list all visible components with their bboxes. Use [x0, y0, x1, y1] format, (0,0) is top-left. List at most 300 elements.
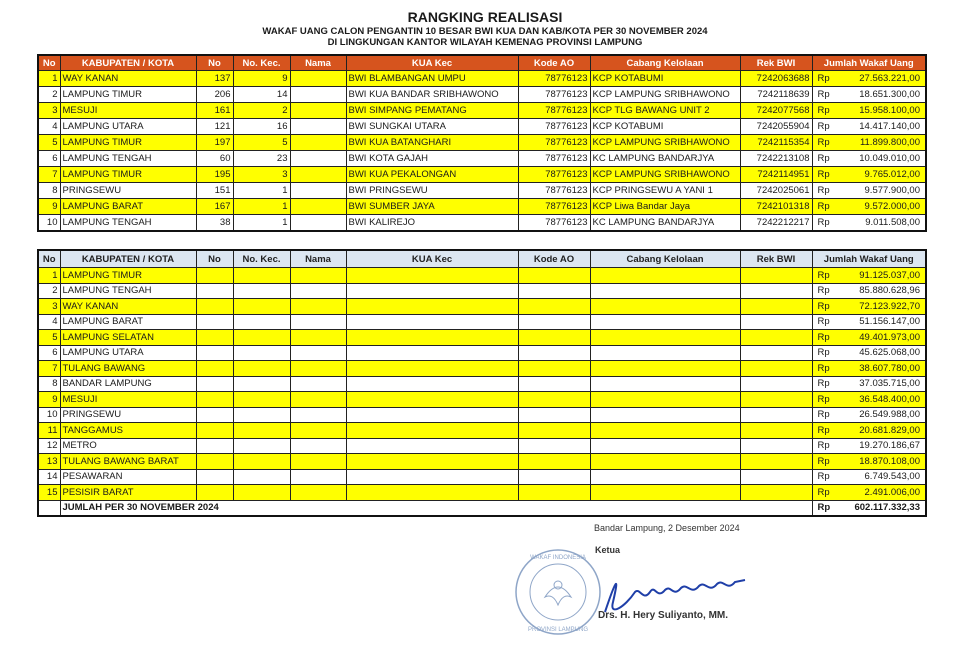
kabupaten-cell: LAMPUNG BARAT: [60, 199, 196, 215]
column-header: Cabang Kelolaan: [590, 55, 740, 71]
table-row: [38, 215, 926, 232]
no-cell: [196, 423, 233, 439]
kode-ao-cell: [518, 314, 590, 330]
amount-value: 6.749.543,00: [864, 471, 920, 483]
kec-cell: [233, 454, 290, 470]
kua-cell: BWI KUA BANDAR SRIBHAWONO: [346, 87, 518, 103]
cabang-cell: KC LAMPUNG BANDARJYA: [590, 215, 740, 232]
column-header: Rek BWI: [740, 55, 812, 71]
currency-label: Rp: [817, 502, 831, 514]
nama-cell: [290, 314, 346, 330]
table-row: [38, 87, 926, 103]
rank-cell: 5: [38, 135, 60, 151]
rek-bwi-cell: 7242077568: [740, 103, 812, 119]
nama-cell: [290, 268, 346, 284]
signer-name: Drs. H. Hery Suliyanto, MM.: [598, 610, 729, 621]
cabang-cell: [590, 283, 740, 299]
kabupaten-cell: METRO: [60, 438, 196, 454]
rank-cell: 15: [38, 485, 60, 501]
rek-bwi-cell: [740, 423, 812, 439]
nama-cell: [290, 345, 346, 361]
kode-ao-cell: [518, 454, 590, 470]
no-cell: [196, 299, 233, 315]
kode-ao-cell: [518, 330, 590, 346]
table-row: [38, 345, 926, 361]
currency-label: Rp: [817, 269, 830, 281]
rek-bwi-cell: [740, 438, 812, 454]
column-header: Kode AO: [518, 55, 590, 71]
rank-cell: 12: [38, 438, 60, 454]
kec-cell: 23: [233, 151, 290, 167]
column-header: Jumlah Wakaf Uang: [812, 55, 926, 71]
no-cell: 195: [196, 167, 233, 183]
amount-cell: [812, 103, 926, 119]
no-cell: [196, 376, 233, 392]
kec-cell: [233, 469, 290, 485]
amount-cell: [812, 199, 926, 215]
rank-cell: 9: [38, 392, 60, 408]
kua-cell: [346, 407, 518, 423]
official-seal-stamp: [513, 547, 603, 637]
total-row: [38, 500, 926, 516]
kec-cell: [233, 345, 290, 361]
kec-cell: 5: [233, 135, 290, 151]
nama-cell: [290, 407, 346, 423]
kode-ao-cell: 78776123: [518, 151, 590, 167]
kode-ao-cell: [518, 485, 590, 501]
amount-value: 18.870.108,00: [859, 455, 920, 467]
total-label: JUMLAH PER 30 NOVEMBER 2024: [60, 500, 812, 516]
cabang-cell: KCP TLG BAWANG UNIT 2: [590, 103, 740, 119]
amount-cell: [812, 392, 926, 408]
cabang-cell: KCP LAMPUNG SRIBHAWONO: [590, 167, 740, 183]
table-row: [38, 376, 926, 392]
kabupaten-cell: LAMPUNG TENGAH: [60, 215, 196, 232]
svg-text:PROVINSI LAMPUNG: PROVINSI LAMPUNG: [527, 627, 589, 633]
rek-bwi-cell: 7242115354: [740, 135, 812, 151]
currency-label: Rp: [817, 455, 830, 467]
rek-bwi-cell: [740, 314, 812, 330]
no-cell: 60: [196, 151, 233, 167]
amount-cell: [812, 345, 926, 361]
kabupaten-cell: LAMPUNG SELATAN: [60, 330, 196, 346]
nama-cell: [290, 469, 346, 485]
kode-ao-cell: [518, 423, 590, 439]
currency-label: Rp: [817, 89, 830, 100]
rank-cell: 11: [38, 423, 60, 439]
kode-ao-cell: 78776123: [518, 103, 590, 119]
position-title: Ketua: [595, 545, 621, 555]
amount-value: 9.572.000,00: [864, 201, 920, 212]
nama-cell: [290, 87, 346, 103]
rank-cell: 5: [38, 330, 60, 346]
cabang-cell: KCP KOTABUMI: [590, 119, 740, 135]
currency-label: Rp: [817, 300, 830, 312]
currency-label: Rp: [817, 393, 830, 405]
kua-cell: BWI SIMPANG PEMATANG: [346, 103, 518, 119]
nama-cell: [290, 135, 346, 151]
rek-bwi-cell: [740, 330, 812, 346]
currency-label: Rp: [817, 73, 830, 84]
kode-ao-cell: [518, 469, 590, 485]
kec-cell: [233, 407, 290, 423]
nama-cell: [290, 103, 346, 119]
currency-label: Rp: [817, 471, 830, 483]
rank-cell: 2: [38, 283, 60, 299]
nama-cell: [290, 283, 346, 299]
kabupaten-cell: LAMPUNG TIMUR: [60, 167, 196, 183]
kua-cell: BWI BLAMBANGAN UMPU: [346, 71, 518, 87]
amount-value: 36.548.400,00: [859, 393, 920, 405]
kabupaten-cell: WAY KANAN: [60, 71, 196, 87]
no-cell: 197: [196, 135, 233, 151]
rank-cell: 10: [38, 215, 60, 232]
amount-cell: [812, 361, 926, 377]
kabupaten-cell: MESUJI: [60, 103, 196, 119]
amount-value: 72.123.922,70: [859, 300, 920, 312]
kua-cell: [346, 469, 518, 485]
no-cell: [196, 392, 233, 408]
amount-value: 10.049.010,00: [859, 153, 920, 164]
column-header: Nama: [290, 250, 346, 268]
kode-ao-cell: 78776123: [518, 215, 590, 232]
amount-cell: [812, 135, 926, 151]
cabang-cell: KCP LAMPUNG SRIBHAWONO: [590, 87, 740, 103]
no-cell: [196, 345, 233, 361]
column-header: No. Kec.: [233, 55, 290, 71]
rank-cell: 6: [38, 151, 60, 167]
nama-cell: [290, 299, 346, 315]
kabupaten-cell: LAMPUNG TENGAH: [60, 151, 196, 167]
kua-cell: [346, 423, 518, 439]
column-header: KABUPATEN / KOTA: [60, 55, 196, 71]
kua-cell: BWI PRINGSEWU: [346, 183, 518, 199]
rek-bwi-cell: 7242063688: [740, 71, 812, 87]
amount-cell: [812, 71, 926, 87]
kabupaten-cell: LAMPUNG TIMUR: [60, 135, 196, 151]
kec-cell: 1: [233, 183, 290, 199]
rek-bwi-cell: [740, 299, 812, 315]
currency-label: Rp: [817, 347, 830, 359]
rank-cell: 3: [38, 299, 60, 315]
table-header-row: [38, 55, 926, 71]
currency-label: Rp: [817, 285, 830, 297]
rank-cell: 3: [38, 103, 60, 119]
kode-ao-cell: [518, 407, 590, 423]
rank-cell: 1: [38, 268, 60, 284]
kabupaten-cell: LAMPUNG TIMUR: [60, 87, 196, 103]
kua-cell: [346, 299, 518, 315]
cabang-cell: [590, 268, 740, 284]
amount-value: 9.577.900,00: [864, 185, 920, 196]
nama-cell: [290, 199, 346, 215]
currency-label: Rp: [817, 105, 830, 116]
no-cell: 38: [196, 215, 233, 232]
kec-cell: 3: [233, 167, 290, 183]
kode-ao-cell: 78776123: [518, 135, 590, 151]
table-row: [38, 330, 926, 346]
place-date: Bandar Lampung, 2 Desember 2024: [594, 523, 740, 533]
amount-cell: [812, 314, 926, 330]
currency-label: Rp: [817, 121, 830, 132]
rek-bwi-cell: [740, 392, 812, 408]
column-header: Kode AO: [518, 250, 590, 268]
rank-cell: 13: [38, 454, 60, 470]
kode-ao-cell: [518, 438, 590, 454]
currency-label: Rp: [817, 201, 830, 212]
rek-bwi-cell: 7242055904: [740, 119, 812, 135]
kec-cell: [233, 314, 290, 330]
no-cell: 161: [196, 103, 233, 119]
cabang-cell: [590, 438, 740, 454]
no-cell: [196, 330, 233, 346]
amount-value: 38.607.780,00: [859, 362, 920, 374]
kabupaten-cell: MESUJI: [60, 392, 196, 408]
no-cell: 121: [196, 119, 233, 135]
kode-ao-cell: 78776123: [518, 87, 590, 103]
total-rank-cell: [38, 500, 60, 516]
page-title: RANGKING REALISASI: [407, 9, 563, 25]
currency-label: Rp: [817, 316, 830, 328]
column-header: KABUPATEN / KOTA: [60, 250, 196, 268]
no-cell: [196, 268, 233, 284]
kabupaten-cell: TULANG BAWANG: [60, 361, 196, 377]
currency-label: Rp: [817, 137, 830, 148]
kec-cell: 14: [233, 87, 290, 103]
currency-label: Rp: [817, 362, 830, 374]
amount-value: 26.549.988,00: [859, 409, 920, 421]
column-header: KUA Kec: [346, 55, 518, 71]
rek-bwi-cell: [740, 469, 812, 485]
rek-bwi-cell: 7242213108: [740, 151, 812, 167]
table-row: [38, 199, 926, 215]
table-row: [38, 485, 926, 501]
nama-cell: [290, 330, 346, 346]
cabang-cell: KC LAMPUNG BANDARJYA: [590, 151, 740, 167]
kec-cell: [233, 361, 290, 377]
rek-bwi-cell: [740, 485, 812, 501]
column-header: No: [196, 55, 233, 71]
currency-label: Rp: [817, 378, 830, 390]
kua-cell: [346, 485, 518, 501]
kabupaten-cell: PESISIR BARAT: [60, 485, 196, 501]
cabang-cell: [590, 314, 740, 330]
nama-cell: [290, 71, 346, 87]
amount-cell: [812, 299, 926, 315]
column-header: Cabang Kelolaan: [590, 250, 740, 268]
column-header: No: [38, 55, 60, 71]
kabupaten-cell: TULANG BAWANG BARAT: [60, 454, 196, 470]
kode-ao-cell: [518, 376, 590, 392]
amount-value: 2.491.006,00: [864, 486, 920, 498]
table-row: [38, 183, 926, 199]
amount-cell: [812, 151, 926, 167]
nama-cell: [290, 485, 346, 501]
kua-cell: BWI SUNGKAI UTARA: [346, 119, 518, 135]
amount-value: 602.117.332,33: [854, 502, 920, 514]
table-row: [38, 103, 926, 119]
kabupaten-cell: LAMPUNG TIMUR: [60, 268, 196, 284]
column-header: Jumlah Wakaf Uang: [812, 250, 926, 268]
amount-value: 51.156.147,00: [859, 316, 920, 328]
kabupaten-cell: LAMPUNG UTARA: [60, 119, 196, 135]
rank-cell: 7: [38, 361, 60, 377]
currency-label: Rp: [817, 440, 830, 452]
table-row: [38, 299, 926, 315]
kode-ao-cell: 78776123: [518, 71, 590, 87]
kua-cell: [346, 283, 518, 299]
signature: [595, 562, 780, 632]
kabupaten-cell: LAMPUNG BARAT: [60, 314, 196, 330]
amount-value: 27.563.221,00: [859, 73, 920, 84]
page-subtitle-2: DI LINGKUNGAN KANTOR WILAYAH KEMENAG PROVINSI LAMPUNG: [327, 37, 643, 48]
amount-value: 37.035.715,00: [859, 378, 920, 390]
nama-cell: [290, 438, 346, 454]
amount-cell: [812, 330, 926, 346]
cabang-cell: [590, 454, 740, 470]
nama-cell: [290, 151, 346, 167]
cabang-cell: KCP PRINGSEWU A YANI 1: [590, 183, 740, 199]
kabupaten-cell: WAY KANAN: [60, 299, 196, 315]
kec-cell: 1: [233, 215, 290, 232]
kua-cell: [346, 438, 518, 454]
amount-cell: [812, 485, 926, 501]
kua-cell: [346, 361, 518, 377]
page-subtitle: WAKAF UANG CALON PENGANTIN 10 BESAR BWI KUA DAN KAB/KOTA PER 30 NOVEMBER 2024: [262, 26, 708, 37]
svg-text:WAKAF INDONESIA: WAKAF INDONESIA: [530, 555, 586, 561]
kabupaten-cell: PRINGSEWU: [60, 407, 196, 423]
cabang-cell: [590, 469, 740, 485]
table-row: [38, 454, 926, 470]
rank-cell: 4: [38, 119, 60, 135]
top-ranking-table: [37, 54, 927, 232]
currency-label: Rp: [817, 169, 830, 180]
currency-label: Rp: [817, 409, 830, 421]
kua-cell: [346, 345, 518, 361]
kua-cell: [346, 454, 518, 470]
amount-cell: [812, 119, 926, 135]
kabupaten-cell: TANGGAMUS: [60, 423, 196, 439]
amount-value: 14.417.140,00: [859, 121, 920, 132]
table-row: [38, 438, 926, 454]
table-row: [38, 314, 926, 330]
no-cell: [196, 438, 233, 454]
rek-bwi-cell: 7242025061: [740, 183, 812, 199]
amount-cell: [812, 215, 926, 232]
kua-cell: BWI KUA BATANGHARI: [346, 135, 518, 151]
amount-cell: [812, 167, 926, 183]
kua-cell: BWI KALIREJO: [346, 215, 518, 232]
kec-cell: 1: [233, 199, 290, 215]
nama-cell: [290, 423, 346, 439]
currency-label: Rp: [817, 153, 830, 164]
amount-cell: [812, 87, 926, 103]
rek-bwi-cell: [740, 454, 812, 470]
cabang-cell: [590, 485, 740, 501]
table-row: [38, 469, 926, 485]
kode-ao-cell: 78776123: [518, 167, 590, 183]
amount-cell: [812, 469, 926, 485]
kua-cell: [346, 268, 518, 284]
amount-value: 11.899.800,00: [859, 137, 920, 148]
table-row: [38, 283, 926, 299]
nama-cell: [290, 454, 346, 470]
cabang-cell: [590, 345, 740, 361]
kec-cell: [233, 423, 290, 439]
kode-ao-cell: [518, 299, 590, 315]
kode-ao-cell: [518, 392, 590, 408]
kec-cell: [233, 330, 290, 346]
column-header: KUA Kec: [346, 250, 518, 268]
cabang-cell: [590, 407, 740, 423]
kua-cell: [346, 314, 518, 330]
kua-cell: [346, 376, 518, 392]
rek-bwi-cell: 7242101318: [740, 199, 812, 215]
rank-cell: 14: [38, 469, 60, 485]
currency-label: Rp: [817, 424, 830, 436]
table-row: [38, 167, 926, 183]
amount-value: 9.765.012,00: [864, 169, 920, 180]
amount-cell: [812, 283, 926, 299]
kode-ao-cell: 78776123: [518, 119, 590, 135]
rek-bwi-cell: [740, 345, 812, 361]
no-cell: [196, 469, 233, 485]
kec-cell: 16: [233, 119, 290, 135]
amount-cell: [812, 183, 926, 199]
no-cell: [196, 454, 233, 470]
amount-cell: [812, 376, 926, 392]
table-row: [38, 135, 926, 151]
kua-cell: BWI SUMBER JAYA: [346, 199, 518, 215]
amount-value: 45.625.068,00: [859, 347, 920, 359]
kec-cell: [233, 392, 290, 408]
column-header: No: [38, 250, 60, 268]
column-header: Nama: [290, 55, 346, 71]
kua-cell: BWI KUA PEKALONGAN: [346, 167, 518, 183]
cabang-cell: KCP LAMPUNG SRIBHAWONO: [590, 135, 740, 151]
no-cell: [196, 314, 233, 330]
kode-ao-cell: [518, 283, 590, 299]
table-row: [38, 361, 926, 377]
nama-cell: [290, 183, 346, 199]
table-row: [38, 268, 926, 284]
kec-cell: [233, 268, 290, 284]
rek-bwi-cell: [740, 407, 812, 423]
kec-cell: [233, 376, 290, 392]
kec-cell: [233, 438, 290, 454]
amount-value: 15.958.100,00: [859, 105, 920, 116]
amount-value: 49.401.973,00: [859, 331, 920, 343]
amount-cell: [812, 268, 926, 284]
currency-label: Rp: [817, 185, 830, 196]
kua-cell: BWI KOTA GAJAH: [346, 151, 518, 167]
rank-cell: 2: [38, 87, 60, 103]
kec-cell: 2: [233, 103, 290, 119]
rek-bwi-cell: [740, 361, 812, 377]
amount-cell: [812, 454, 926, 470]
no-cell: [196, 283, 233, 299]
no-cell: [196, 361, 233, 377]
column-header: Rek BWI: [740, 250, 812, 268]
rank-cell: 4: [38, 314, 60, 330]
amount-value: 85.880.628,96: [859, 285, 920, 297]
nama-cell: [290, 167, 346, 183]
nama-cell: [290, 215, 346, 232]
kabupaten-cell: LAMPUNG TENGAH: [60, 283, 196, 299]
amount-cell: [812, 423, 926, 439]
amount-cell: [812, 500, 926, 516]
rek-bwi-cell: [740, 376, 812, 392]
